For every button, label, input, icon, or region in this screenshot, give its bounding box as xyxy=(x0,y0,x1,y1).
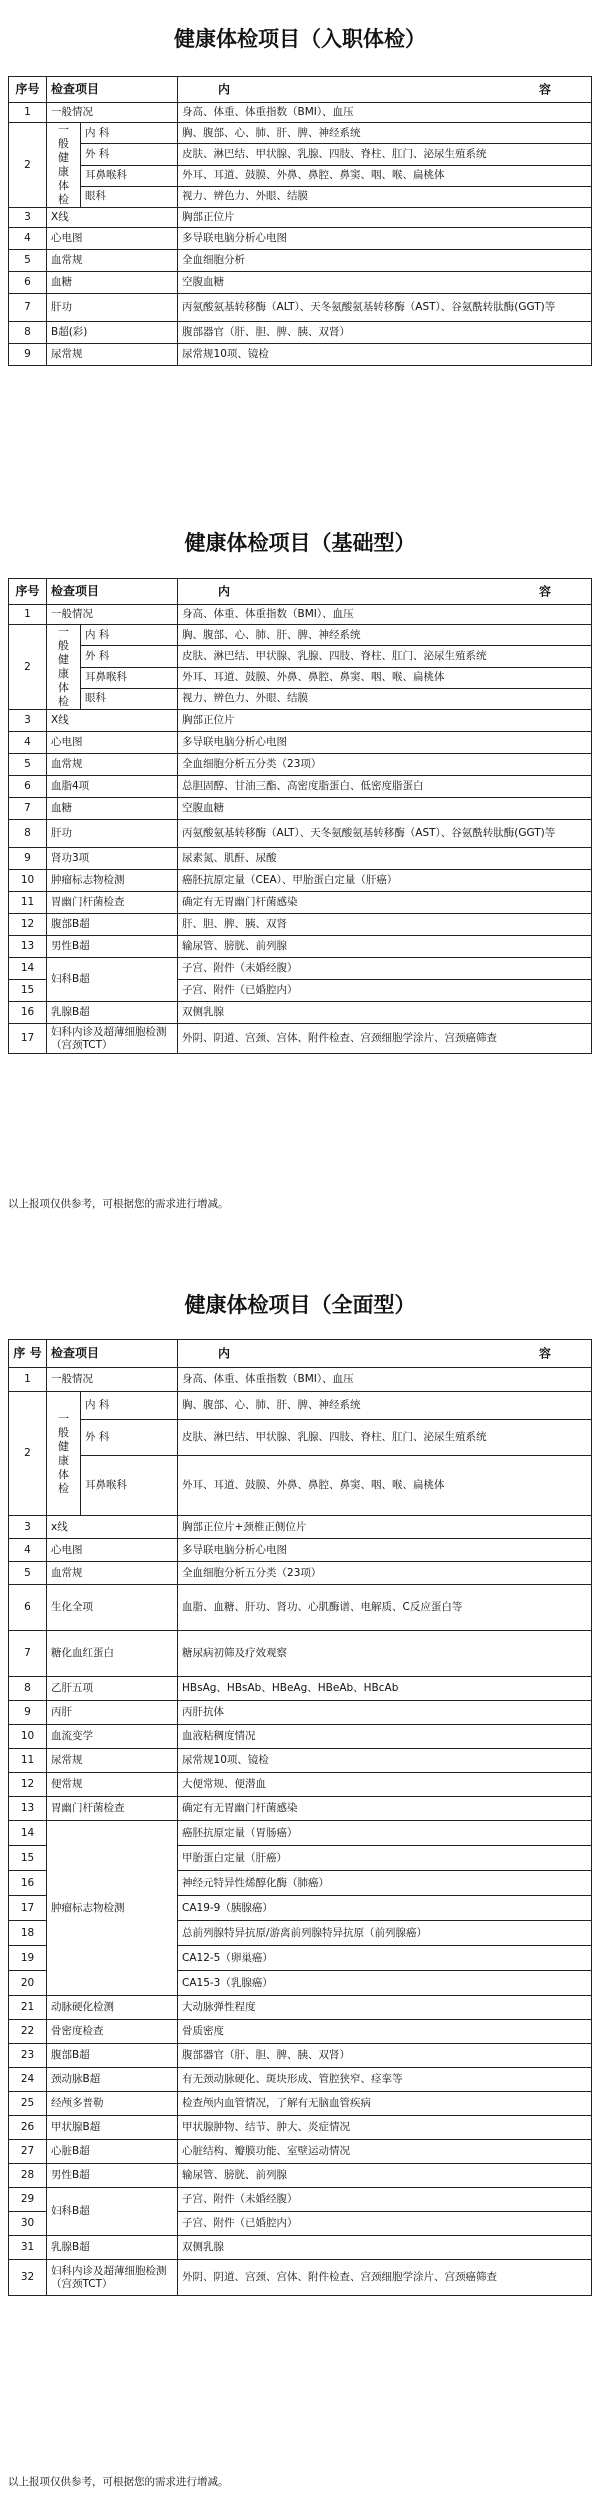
table-row xyxy=(9,1677,592,1701)
row-item: 肝功 xyxy=(47,820,178,848)
row-content: 血脂、血糖、肝功、肾功、心肌酶谱、电解质、C反应蛋白等 xyxy=(178,1585,592,1631)
row-num: 16 xyxy=(9,1871,47,1896)
row-content: 皮肤、淋巴结、甲状腺、乳腺、四肢、脊柱、肛门、泌尿生殖系统 xyxy=(178,144,592,165)
row-item: 一般情况 xyxy=(47,103,178,123)
row-content: 总前列腺特异抗原/游离前列腺特异抗原（前列腺癌） xyxy=(178,1921,592,1946)
row-item: 妇科内诊及超薄细胞检测（宫颈TCT） xyxy=(47,2260,178,2296)
table-row xyxy=(9,1585,592,1631)
row-num: 27 xyxy=(9,2140,47,2164)
row-item: 男性B超 xyxy=(47,2164,178,2188)
label-char: 康 xyxy=(58,1453,69,1467)
row-num: 11 xyxy=(9,892,47,914)
row-content: 确定有无胃幽门杆菌感染 xyxy=(178,892,592,914)
row-item: 妇科B超 xyxy=(47,958,178,1002)
header-content xyxy=(178,77,592,103)
table-row xyxy=(9,1002,592,1024)
row-content: 子宫、附件（已婚腔内） xyxy=(178,980,592,1002)
sub-item: 眼科 xyxy=(81,688,178,709)
row-num: 9 xyxy=(9,1701,47,1725)
row-num: 6 xyxy=(9,776,47,798)
row-content: 大动脉弹性程度 xyxy=(178,1996,592,2020)
table-row xyxy=(9,1456,592,1516)
row-content: 外阴、阴道、宫颈、宫体、附件检查、宫颈细胞学涂片、宫颈癌筛查 xyxy=(178,1024,592,1054)
row-content: CA15-3（乳腺癌） xyxy=(178,1971,592,1996)
label-char: 检 xyxy=(58,1481,69,1495)
row-content: 皮肤、淋巴结、甲状腺、乳腺、四肢、脊柱、肛门、泌尿生殖系统 xyxy=(178,646,592,667)
row-item: 生化全项 xyxy=(47,1585,178,1631)
table-row xyxy=(9,322,592,344)
row-content: 视力、辨色力、外眼、结膜 xyxy=(178,688,592,709)
row-num: 3 xyxy=(9,1516,47,1539)
row-item: 甲状腺B超 xyxy=(47,2116,178,2140)
table-row xyxy=(9,776,592,798)
footnote: 以上报项仅供参考，可根据您的需求进行增减。 xyxy=(8,2476,229,2488)
label-char: 康 xyxy=(58,667,69,680)
table-row xyxy=(9,754,592,776)
row-content: 癌胚抗原定量（胃肠癌） xyxy=(178,1821,592,1846)
row-content: 多导联电脑分析心电图 xyxy=(178,732,592,754)
table-row xyxy=(9,1725,592,1749)
table-row xyxy=(9,1996,592,2020)
table-row xyxy=(9,228,592,250)
row-num: 7 xyxy=(9,798,47,820)
row-num: 3 xyxy=(9,208,47,228)
row-num: 7 xyxy=(9,294,47,322)
label-char: 一 xyxy=(58,1411,69,1425)
row-content: 大便常规、便潜血 xyxy=(178,1773,592,1797)
sub-item: 内 科 xyxy=(81,625,178,646)
row-content: 癌胚抗原定量（CEA）、甲胎蛋白定量（肝癌） xyxy=(178,870,592,892)
row-item: 腹部B超 xyxy=(47,914,178,936)
row-num: 28 xyxy=(9,2164,47,2188)
table-row xyxy=(9,710,592,732)
table-row xyxy=(9,2236,592,2260)
row-content: 丙肝抗体 xyxy=(178,1701,592,1725)
row-item: 经颅多普勒 xyxy=(47,2092,178,2116)
table-row xyxy=(9,1631,592,1677)
row-item: 乳腺B超 xyxy=(47,1002,178,1024)
table-row xyxy=(9,1701,592,1725)
table-row xyxy=(9,1773,592,1797)
header-content-right: 容 xyxy=(538,1346,551,1360)
label-char: 健 xyxy=(58,1439,69,1453)
header-num: 序号 xyxy=(9,77,47,103)
table-row xyxy=(9,1368,592,1392)
row-num: 13 xyxy=(9,1797,47,1821)
row-content: 胸部正位片 xyxy=(178,710,592,732)
row-item: 血脂4项 xyxy=(47,776,178,798)
table-row xyxy=(9,344,592,366)
row-content: 糖尿病初筛及疗效观察 xyxy=(178,1631,592,1677)
row-content: 胸部正位片+颈椎正侧位片 xyxy=(178,1516,592,1539)
row-num: 12 xyxy=(9,1773,47,1797)
row-item: 腹部B超 xyxy=(47,2044,178,2068)
row-num: 14 xyxy=(9,1821,47,1846)
row-num: 25 xyxy=(9,2092,47,2116)
label-char: 一 xyxy=(58,625,69,638)
sub-item: 眼科 xyxy=(81,186,178,207)
row-item: 肝功 xyxy=(47,294,178,322)
table-row xyxy=(9,2068,592,2092)
section-title: 健康体检项目（基础型） xyxy=(184,530,416,555)
row-item: 尿常规 xyxy=(47,1749,178,1773)
row-item: 血糖 xyxy=(47,272,178,294)
row-num: 29 xyxy=(9,2188,47,2212)
row-content: 全血细胞分析 xyxy=(178,250,592,272)
general-exam-label xyxy=(47,1392,81,1516)
row-item: 动脉硬化检测 xyxy=(47,1996,178,2020)
header-item: 检查项目 xyxy=(47,579,178,605)
row-content: 丙氨酸氨基转移酶（ALT）、天冬氨酸氨基转移酶（AST）、谷氨酰转肽酶(GGT)等 xyxy=(178,820,592,848)
row-num: 5 xyxy=(9,754,47,776)
table-row xyxy=(9,958,592,980)
row-content: 子宫、附件（未婚经腹） xyxy=(178,2188,592,2212)
row-num: 32 xyxy=(9,2260,47,2296)
row-content: 尿素氮、肌酐、尿酸 xyxy=(178,848,592,870)
label-char: 体 xyxy=(58,179,69,192)
row-item: 血流变学 xyxy=(47,1725,178,1749)
row-num: 1 xyxy=(9,1368,47,1392)
row-content: 外耳、耳道、鼓膜、外鼻、鼻腔、鼻窦、咽、喉、扁桃体 xyxy=(178,1456,592,1516)
row-num: 22 xyxy=(9,2020,47,2044)
section-title: 健康体检项目（全面型） xyxy=(184,1292,416,1317)
row-item: 丙肝 xyxy=(47,1701,178,1725)
table-row xyxy=(9,870,592,892)
general-exam-label xyxy=(47,123,81,208)
row-num: 9 xyxy=(9,344,47,366)
row-content: 甲状腺肿物、结节、肿大、炎症情况 xyxy=(178,2116,592,2140)
row-num: 4 xyxy=(9,1539,47,1562)
table-row xyxy=(9,272,592,294)
table-row xyxy=(9,667,592,688)
table-row xyxy=(9,250,592,272)
row-content: 腹部器官（肝、胆、脾、胰、双肾） xyxy=(178,322,592,344)
header-num: 序 号 xyxy=(9,1340,47,1368)
row-item: 骨密度检查 xyxy=(47,2020,178,2044)
table-row xyxy=(9,2164,592,2188)
table-row xyxy=(9,2188,592,2212)
row-num: 18 xyxy=(9,1921,47,1946)
row-content: 骨质密度 xyxy=(178,2020,592,2044)
row-content: 检查颅内血管情况，了解有无脑血管疾病 xyxy=(178,2092,592,2116)
header-content-right: 容 xyxy=(538,584,551,598)
row-num: 10 xyxy=(9,870,47,892)
row-num: 23 xyxy=(9,2044,47,2068)
row-item: X线 xyxy=(47,710,178,732)
row-num: 12 xyxy=(9,914,47,936)
table-row xyxy=(9,605,592,625)
row-num: 15 xyxy=(9,1846,47,1871)
row-item: 胃幽门杆菌检查 xyxy=(47,892,178,914)
table-header-row xyxy=(9,579,592,605)
row-item: 肿瘤标志物检测 xyxy=(47,870,178,892)
row-item: 一般情况 xyxy=(47,605,178,625)
row-item: 乙肝五项 xyxy=(47,1677,178,1701)
row-content: 丙氨酸氨基转移酶（ALT）、天冬氨酸氨基转移酶（AST）、谷氨酰转肽酶(GGT)等 xyxy=(178,294,592,322)
row-item: 妇科内诊及超薄细胞检测（宫颈TCT） xyxy=(47,1024,178,1054)
table-row xyxy=(9,688,592,709)
row-content: 腹部器官（肝、胆、脾、胰、双肾） xyxy=(178,2044,592,2068)
row-num: 1 xyxy=(9,103,47,123)
row-item: 颈动脉B超 xyxy=(47,2068,178,2092)
row-content: 输尿管、膀胱、前列腺 xyxy=(178,936,592,958)
row-num: 8 xyxy=(9,322,47,344)
label-char: 体 xyxy=(58,681,69,694)
row-num: 6 xyxy=(9,272,47,294)
row-content: 身高、体重、体重指数（BMI）、血压 xyxy=(178,1368,592,1392)
row-item: 一般情况 xyxy=(47,1368,178,1392)
table-row xyxy=(9,1024,592,1054)
table-row xyxy=(9,186,592,207)
header-content-left: 内 xyxy=(218,584,231,598)
row-num: 17 xyxy=(9,1024,47,1054)
table-row xyxy=(9,144,592,165)
table-row xyxy=(9,1749,592,1773)
row-content: 尿常规10项、镜检 xyxy=(178,344,592,366)
table-row xyxy=(9,1516,592,1539)
row-item: 血常规 xyxy=(47,1562,178,1585)
label-char: 体 xyxy=(58,1467,69,1481)
row-num: 2 xyxy=(9,625,47,710)
row-num: 21 xyxy=(9,1996,47,2020)
label-char: 般 xyxy=(58,1425,69,1439)
row-num: 5 xyxy=(9,250,47,272)
row-content: 胸、腹部、心、肺、肝、脾、神经系统 xyxy=(178,123,592,144)
row-num: 4 xyxy=(9,228,47,250)
footnote: 以上报项仅供参考，可根据您的需求进行增减。 xyxy=(8,1198,229,1210)
header-content xyxy=(178,579,592,605)
table-row xyxy=(9,208,592,228)
row-content: 有无颈动脉硬化、斑块形成、管腔狭窄、痉挛等 xyxy=(178,2068,592,2092)
section-title: 健康体检项目（入职体检） xyxy=(174,26,426,51)
row-content: 多导联电脑分析心电图 xyxy=(178,1539,592,1562)
row-content: 空腹血糖 xyxy=(178,272,592,294)
row-content: 多导联电脑分析心电图 xyxy=(178,228,592,250)
row-num: 26 xyxy=(9,2116,47,2140)
table-row xyxy=(9,2260,592,2296)
table-row xyxy=(9,1420,592,1456)
row-num: 17 xyxy=(9,1896,47,1921)
header-num: 序号 xyxy=(9,579,47,605)
sub-item: 内 科 xyxy=(81,123,178,144)
row-num: 15 xyxy=(9,980,47,1002)
sub-item: 外 科 xyxy=(81,646,178,667)
row-content: 肝、胆、脾、胰、双肾 xyxy=(178,914,592,936)
table-row xyxy=(9,165,592,186)
table-row xyxy=(9,820,592,848)
row-content: 子宫、附件（未婚经腹） xyxy=(178,958,592,980)
row-num: 13 xyxy=(9,936,47,958)
row-content: 心脏结构、瓣膜功能、室壁运动情况 xyxy=(178,2140,592,2164)
row-content: 胸、腹部、心、肺、肝、脾、神经系统 xyxy=(178,1392,592,1420)
row-item: 血糖 xyxy=(47,798,178,820)
table-row xyxy=(9,1539,592,1562)
row-content: 双侧乳腺 xyxy=(178,1002,592,1024)
table-row xyxy=(9,1821,592,1846)
row-num: 20 xyxy=(9,1971,47,1996)
row-num: 2 xyxy=(9,1392,47,1516)
label-char: 检 xyxy=(58,193,69,206)
row-num: 6 xyxy=(9,1585,47,1631)
row-content: 全血细胞分析五分类（23项） xyxy=(178,754,592,776)
row-num: 16 xyxy=(9,1002,47,1024)
header-item: 检查项目 xyxy=(47,77,178,103)
row-item: 心电图 xyxy=(47,732,178,754)
row-item: 妇科B超 xyxy=(47,2188,178,2236)
row-item: 肾功3项 xyxy=(47,848,178,870)
row-item: 胃幽门杆菌检查 xyxy=(47,1797,178,1821)
row-item: 血常规 xyxy=(47,250,178,272)
table-row xyxy=(9,936,592,958)
row-content: 外耳、耳道、鼓膜、外鼻、鼻腔、鼻窦、咽、喉、扁桃体 xyxy=(178,165,592,186)
sub-item: 耳鼻喉科 xyxy=(81,1456,178,1516)
row-content: 皮肤、淋巴结、甲状腺、乳腺、四肢、脊柱、肛门、泌尿生殖系统 xyxy=(178,1420,592,1456)
row-num: 31 xyxy=(9,2236,47,2260)
table-row xyxy=(9,2116,592,2140)
row-content: 空腹血糖 xyxy=(178,798,592,820)
header-item: 检查项目 xyxy=(47,1340,178,1368)
row-num: 5 xyxy=(9,1562,47,1585)
label-char: 般 xyxy=(58,137,69,150)
table-row xyxy=(9,798,592,820)
sub-item: 耳鼻喉科 xyxy=(81,667,178,688)
row-num: 14 xyxy=(9,958,47,980)
table-row xyxy=(9,123,592,144)
table-row xyxy=(9,2140,592,2164)
sub-item: 外 科 xyxy=(81,1420,178,1456)
exam-table xyxy=(8,578,592,1054)
row-num: 30 xyxy=(9,2212,47,2236)
label-char: 检 xyxy=(58,695,69,708)
row-content: 确定有无胃幽门杆菌感染 xyxy=(178,1797,592,1821)
table-row xyxy=(9,103,592,123)
row-content: 甲胎蛋白定量（肝癌） xyxy=(178,1846,592,1871)
row-num: 4 xyxy=(9,732,47,754)
row-content: 胸部正位片 xyxy=(178,208,592,228)
row-content: 视力、辨色力、外眼、结膜 xyxy=(178,186,592,207)
row-content: CA12-5（卵巢癌） xyxy=(178,1946,592,1971)
row-item: X线 xyxy=(47,208,178,228)
table-header-row xyxy=(9,77,592,103)
table-row xyxy=(9,732,592,754)
row-item: 心电图 xyxy=(47,228,178,250)
sub-item: 外 科 xyxy=(81,144,178,165)
row-item: 糖化血红蛋白 xyxy=(47,1631,178,1677)
row-content: CA19-9（胰腺癌） xyxy=(178,1896,592,1921)
row-num: 8 xyxy=(9,1677,47,1701)
sub-item: 内 科 xyxy=(81,1392,178,1420)
row-item: 血常规 xyxy=(47,754,178,776)
row-item: 心脏B超 xyxy=(47,2140,178,2164)
row-content: 身高、体重、体重指数（BMI）、血压 xyxy=(178,103,592,123)
row-content: 身高、体重、体重指数（BMI）、血压 xyxy=(178,605,592,625)
row-num: 11 xyxy=(9,1749,47,1773)
row-num: 24 xyxy=(9,2068,47,2092)
table-row xyxy=(9,2044,592,2068)
row-num: 7 xyxy=(9,1631,47,1677)
row-content: 双侧乳腺 xyxy=(178,2236,592,2260)
row-num: 1 xyxy=(9,605,47,625)
row-num: 3 xyxy=(9,710,47,732)
row-content: HBsAg、HBsAb、HBeAg、HBeAb、HBcAb xyxy=(178,1677,592,1701)
row-num: 19 xyxy=(9,1946,47,1971)
row-content: 血液粘稠度情况 xyxy=(178,1725,592,1749)
header-content-right: 容 xyxy=(538,82,551,96)
table-row xyxy=(9,646,592,667)
header-content xyxy=(178,1340,592,1368)
row-num: 9 xyxy=(9,848,47,870)
row-content: 神经元特异性烯醇化酶（肺癌） xyxy=(178,1871,592,1896)
row-item: 便常规 xyxy=(47,1773,178,1797)
table-row xyxy=(9,625,592,646)
row-content: 全血细胞分析五分类（23项） xyxy=(178,1562,592,1585)
label-char: 康 xyxy=(58,165,69,178)
header-content-left: 内 xyxy=(218,82,231,96)
table-row xyxy=(9,1562,592,1585)
row-num: 2 xyxy=(9,123,47,208)
label-char: 般 xyxy=(58,639,69,652)
row-item: x线 xyxy=(47,1516,178,1539)
exam-table xyxy=(8,76,592,366)
row-content: 尿常规10项、镜检 xyxy=(178,1749,592,1773)
table-row xyxy=(9,1797,592,1821)
row-item: 尿常规 xyxy=(47,344,178,366)
table-row xyxy=(9,2020,592,2044)
row-content: 胸、腹部、心、肺、肝、脾、神经系统 xyxy=(178,625,592,646)
row-item: 心电图 xyxy=(47,1539,178,1562)
sub-item: 耳鼻喉科 xyxy=(81,165,178,186)
label-char: 健 xyxy=(58,151,69,164)
table-row xyxy=(9,2092,592,2116)
table-row xyxy=(9,848,592,870)
row-item: 乳腺B超 xyxy=(47,2236,178,2260)
row-content: 总胆固醇、甘油三酯、高密度脂蛋白、低密度脂蛋白 xyxy=(178,776,592,798)
table-row xyxy=(9,892,592,914)
row-item: B超(彩) xyxy=(47,322,178,344)
header-content-left: 内 xyxy=(218,1346,231,1360)
table-row xyxy=(9,1392,592,1420)
label-char: 健 xyxy=(58,653,69,666)
row-num: 10 xyxy=(9,1725,47,1749)
row-item: 男性B超 xyxy=(47,936,178,958)
table-row xyxy=(9,294,592,322)
table-header-row xyxy=(9,1340,592,1368)
row-num: 8 xyxy=(9,820,47,848)
label-char: 一 xyxy=(58,123,69,136)
row-item: 肿瘤标志物检测 xyxy=(47,1821,178,1996)
table-row xyxy=(9,914,592,936)
row-content: 子宫、附件（已婚腔内） xyxy=(178,2212,592,2236)
row-content: 输尿管、膀胱、前列腺 xyxy=(178,2164,592,2188)
exam-table xyxy=(8,1339,592,2296)
row-content: 外阴、阴道、宫颈、宫体、附件检查、宫颈细胞学涂片、宫颈癌筛查 xyxy=(178,2260,592,2296)
row-content: 外耳、耳道、鼓膜、外鼻、鼻腔、鼻窦、咽、喉、扁桃体 xyxy=(178,667,592,688)
general-exam-label xyxy=(47,625,81,710)
